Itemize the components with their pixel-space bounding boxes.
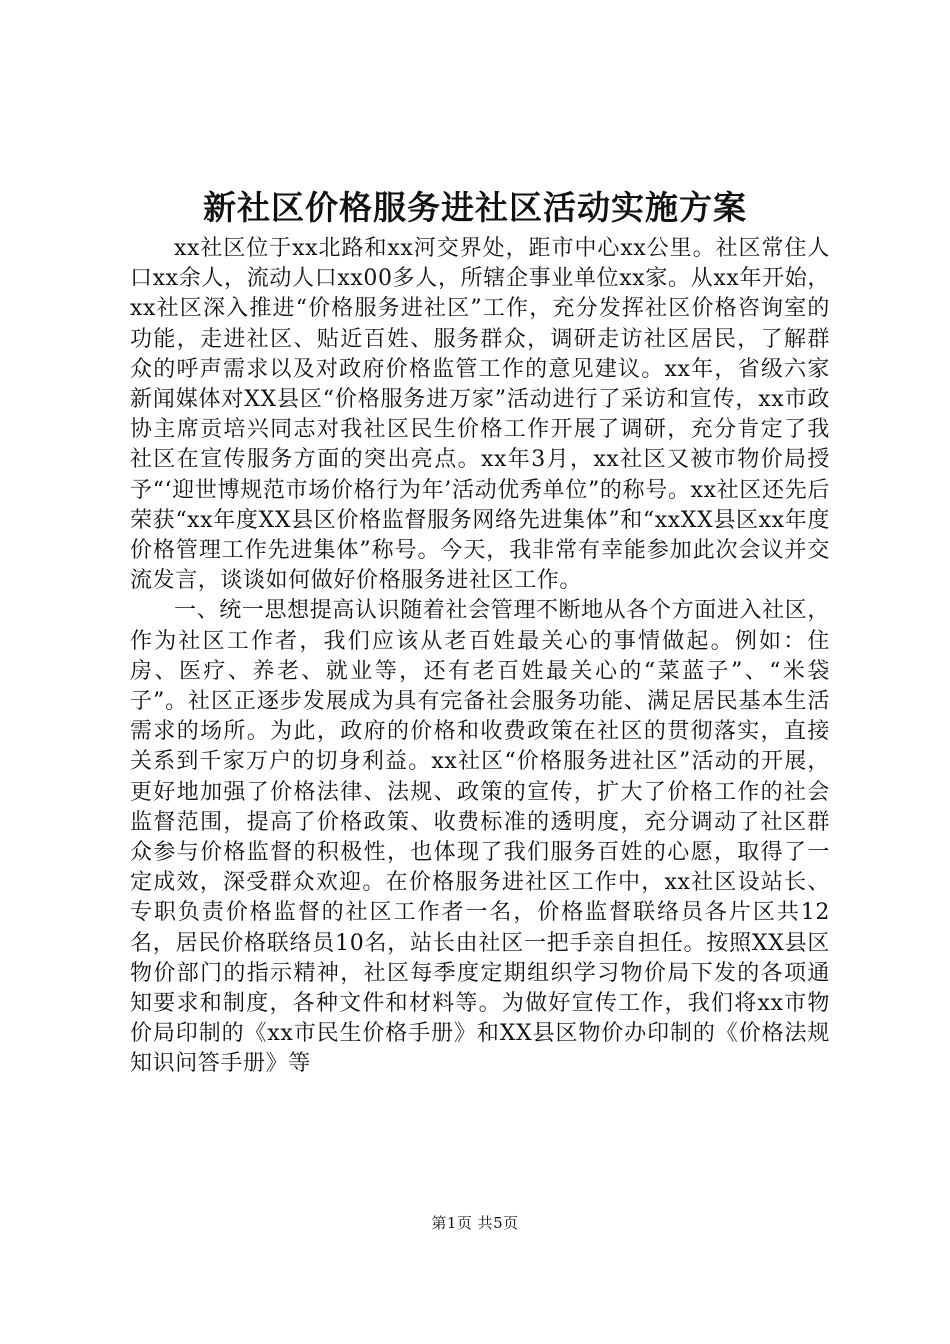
- document-body: [130, 234, 830, 1080]
- paragraph-section-one: 一、统一思想提高认识随着社会管理不断地从各个方面进入社区，作为社区工作者，我们应该从老百姓最关心的事情做起。例如：住房、医疗、养老、就业等，还有老百姓最关心的“菜蓝子”、“米袋子”。社区正逐步发展成为具有完备社会服务功能、满足居民基本生活需求的场所。为此，政府的价格和收费政策在社区的贯彻落实，直接关系到千家万户的切身利益。xx社区“价格服务进社区”活动的开展，更好地加强了价格法律、法规、政策的宣传，扩大了价格工作的社会监督范围，提高了价格政策、收费标准的透明度，充分调动了社区群众参与价格监督的积极性，也体现了我们服务百姓的心愿，取得了一定成效，深受群众欢迎。在价格服务进社区工作中，xx社区设站长、专职负责价格监督的社区工作者一名，价格监督联络员各片区共12名，居民价格联络员10名，站长由社区一把手亲自担任。按照XX县区物价部门的指示精神，社区每季度定期组织学习物价局下发的各项通知要求和制度，各种文件和材料等。为做好宣传工作，我们将xx市物价局印制的《xx市民生价格手册》和XX县区物价办印制的《价格法规知识问答手册》等: [130, 598, 830, 1077]
- paragraph-intro: xx社区位于xx北路和xx河交界处，距市中心xx公里。社区常住人口xx余人，流动人口xx00多人，所辖企事业单位xx家。从xx年开始，xx社区深入推进“价格服务进社区”工作，充分发挥社区价格咨询室的功能，走进社区、贴近百姓、服务群众，调研走访社区居民，了解群众的呼声需求以及对政府价格监管工作的意见建议。xx年，省级六家新闻媒体对XX县区“价格服务进万家”活动进行了采访和宣传，xx市政协主席贡培兴同志对我社区民生价格工作开展了调研，充分肯定了我社区在宣传服务方面的突出亮点。xx年3月，xx社区又被市物价局授予“‘迎世博规范市场价格行为年’活动优秀单位”的称号。xx社区还先后荣获“xx年度XX县区价格监督服务网络先进集体”和“xxXX县区xx年度价格管理工作先进集体”称号。今天，我非常有幸能参加此次会议并交流发言，谈谈如何做好价格服务进社区工作。: [130, 236, 830, 594]
- page-number-footer: 第1页 共5页: [431, 1214, 519, 1232]
- document-title: 新社区价格服务进社区活动实施方案: [203, 188, 747, 227]
